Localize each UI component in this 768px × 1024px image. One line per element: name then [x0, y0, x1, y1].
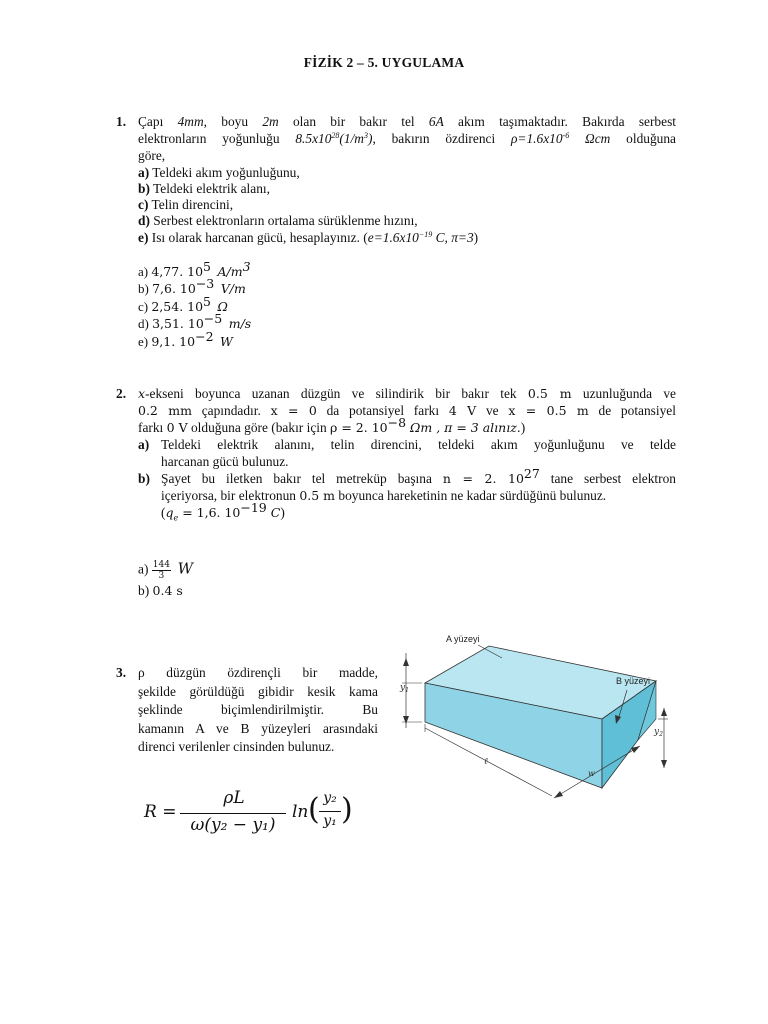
- q3-line5: direnci verilenler cinsinden bulunuz.: [138, 739, 335, 754]
- q1-intro-line1: [138, 113, 676, 130]
- q1-part-b: [138, 180, 270, 197]
- formula-arg-numerator: y₂: [323, 790, 337, 806]
- fraction-denominator: 3: [158, 571, 165, 581]
- q2-math: 4 V: [448, 403, 477, 418]
- q1-part-text: Teldeki elektrik alanı,: [149, 181, 270, 196]
- q1-part-label: a): [138, 165, 150, 180]
- q3-line4: kamanın A ve B yüzeyleri arasındaki: [138, 721, 378, 736]
- q2-math: Ωm , π = 3 alınız.: [406, 420, 521, 435]
- formula-denominator: ω(y₂ − y₁): [190, 815, 276, 835]
- answer-unit: W: [220, 333, 233, 349]
- answer-mantissa: 2,54. 10: [151, 298, 204, 314]
- answer-unit: m/s: [228, 316, 252, 332]
- q1-value: 4mm: [177, 114, 204, 129]
- q1-resistivity-exp: -6: [562, 131, 570, 140]
- q2-part-b-label: b): [138, 471, 150, 486]
- q2-part-b-line3: [161, 500, 285, 527]
- q2-text: (: [161, 505, 166, 520]
- answer-unit: V/m: [220, 281, 246, 297]
- answer-exp: 5: [203, 293, 211, 309]
- q1-value: 2m: [262, 114, 279, 129]
- answer-label: e): [138, 333, 149, 349]
- q1-intro-line3: göre,: [138, 148, 166, 163]
- wedge-figure: [392, 628, 682, 808]
- q1-resistivity: ρ=1.6x10: [511, 131, 563, 146]
- answer-mantissa: 7,6. 10: [152, 281, 196, 297]
- q1-part-c: [138, 196, 233, 213]
- q1-text: olduğuna: [610, 131, 677, 146]
- q2-text: da potansiyel farkı: [316, 403, 449, 418]
- answer-unit: A/m: [217, 264, 243, 279]
- q2-part-b-line1: [161, 466, 676, 487]
- answer-exp: −3: [195, 276, 215, 292]
- q1-constant-close: ): [473, 230, 479, 245]
- answer-label: a): [138, 561, 149, 577]
- page-title: FİZİK 2 – 5. UYGULAMA: [303, 55, 465, 70]
- q2-math: C: [266, 505, 281, 520]
- q2-text: ): [520, 420, 526, 435]
- formula-paren-close: ): [341, 792, 353, 827]
- q1-part-d: [138, 212, 418, 229]
- q3-formula: [144, 788, 384, 840]
- q1-text: olan bir bakır tel: [278, 114, 429, 129]
- answer-exp: 5: [203, 259, 211, 274]
- arrowhead-icon: [403, 658, 409, 666]
- q2-math: x = 0.5 m: [508, 403, 589, 418]
- q1-answer: [138, 293, 251, 315]
- q1-part-text: Teldeki akım yoğunluğunu,: [149, 165, 300, 180]
- q2-math: x: [138, 386, 146, 401]
- fraction-numerator: 144: [152, 560, 170, 570]
- q1-text: Çapı: [138, 114, 178, 129]
- q1-part-text: Serbest elektronların ortalama sürüklenme hızını,: [149, 213, 418, 228]
- label-y2: $y_2$: [654, 727, 663, 738]
- q2-math: 0.5 m: [299, 488, 336, 503]
- q2-text: farkı: [138, 420, 167, 435]
- formula-lhs: R =: [144, 802, 177, 822]
- q2-math: 0.2 mm: [138, 403, 192, 418]
- q2-math-exp: 27: [523, 466, 540, 481]
- q3-line1: ρ düzgün özdirençli bir madde,: [138, 665, 378, 680]
- q1-answer: [138, 259, 251, 280]
- q3-line3: şeklinde biçimlendirilmiştir. Bu: [138, 702, 378, 717]
- q2-math-sub: e: [173, 513, 179, 523]
- answer-label: b): [138, 583, 150, 598]
- q1-part-text: Telin direncini,: [148, 197, 234, 212]
- answer-unit: Ω: [217, 298, 228, 314]
- q2-math-exp: −19: [240, 500, 267, 515]
- formula-ln: ln: [292, 802, 309, 822]
- q1-answer: [138, 328, 251, 350]
- q2-number: 2.: [116, 386, 127, 401]
- answer-label: a): [138, 264, 149, 279]
- answer-label: d): [138, 316, 149, 332]
- answer-mantissa: 9,1. 10: [151, 333, 196, 349]
- q1-density-exp: 28: [331, 131, 340, 140]
- q3-line2: şekilde görüldüğü gibidir kesik kama: [138, 684, 378, 699]
- q2-math-exp: −8: [387, 415, 407, 430]
- q1-intro-line2: [138, 130, 676, 147]
- q2-answer-a: [138, 560, 193, 581]
- formula-numerator: ρL: [223, 788, 245, 808]
- label-y1: $y_1$: [400, 683, 409, 694]
- q1-answer: [138, 276, 251, 297]
- q1-density-unit-close: ): [367, 131, 373, 146]
- q1-density: 8.5x10: [295, 131, 332, 146]
- answer-exp: −2: [195, 328, 214, 344]
- q2-text: Şayet bu iletken bakır tel metreküp başına: [161, 471, 443, 486]
- answer-exp: −5: [203, 311, 223, 327]
- q1-density-unit-exp: 3: [363, 131, 368, 140]
- q2-math: = 1,6. 10: [178, 505, 241, 520]
- formula-arg-denominator: y₁: [323, 813, 337, 829]
- q1-part-label: b): [138, 181, 150, 196]
- q2-part-a-line1: Teldeki elektrik alanını, telin direncini, teldeki akım yoğunluğunu ve telde: [161, 437, 676, 452]
- answer-mantissa: 4,77. 10: [151, 264, 204, 279]
- q1-value: 6A: [428, 114, 444, 129]
- q1-part-text: Isı olarak harcanan gücü, hesaplayınız. (: [148, 230, 368, 245]
- q2-text: de potansiyel: [588, 403, 676, 418]
- q2-math: 0 V: [166, 420, 188, 435]
- q1-number: 1.: [116, 114, 127, 129]
- q2-text: ve: [476, 403, 509, 418]
- q2-text: çapındadır.: [191, 403, 271, 418]
- formula-paren-open: (: [308, 792, 320, 827]
- arrowhead-icon: [661, 760, 667, 768]
- q2-math: q: [165, 505, 174, 520]
- q2-text: uzunluğunda ve: [571, 386, 676, 401]
- q2-line3: [138, 415, 526, 436]
- arrowhead-icon: [661, 708, 667, 716]
- q2-line1: [138, 385, 676, 402]
- label-width: w: [588, 769, 595, 778]
- q1-part-e: [138, 229, 478, 246]
- formula-fraction-bar: [180, 813, 286, 814]
- formula-arg-bar: [319, 811, 341, 812]
- q1-density-unit: (1/m: [339, 131, 364, 146]
- q2-part-a-label: a): [138, 437, 150, 452]
- q1-part-label: c): [138, 197, 149, 212]
- label-b-surface: B yüzeyi: [616, 676, 651, 686]
- q3-number: 3.: [116, 665, 127, 680]
- answer-label: b): [138, 281, 149, 297]
- q2-math: x = 0: [270, 403, 317, 418]
- q1-constant-exp: −19: [418, 230, 433, 239]
- answer-fraction: [152, 560, 171, 581]
- q1-part-label: d): [138, 213, 150, 228]
- answer-mantissa: 3,51. 10: [152, 316, 204, 332]
- q1-constant-rest: C, π=3: [432, 230, 474, 245]
- q2-line2: [138, 402, 676, 419]
- q1-text: elektronların yoğunluğu: [138, 131, 296, 146]
- q1-answers: [138, 259, 252, 350]
- q2-text: tane serbest elektron: [539, 471, 676, 486]
- label-length: ℓ: [484, 757, 488, 767]
- answer-unit-exp: 3: [242, 259, 251, 274]
- q1-text: , boyu: [203, 114, 263, 129]
- q2-part-b-line2: [161, 487, 606, 504]
- q2-math: ρ = 2. 10: [330, 420, 388, 435]
- q1-part-a: [138, 164, 300, 181]
- label-a-surface: A yüzeyi: [446, 634, 480, 644]
- q2-math: 0.5 m: [527, 386, 572, 401]
- q2-text: boyunca hareketinin ne kadar sürdüğünü bulunuz.: [335, 488, 607, 503]
- arrowhead-icon: [554, 791, 563, 798]
- q2-math: n = 2. 10: [442, 471, 524, 486]
- answer-value: 0.4 s: [152, 583, 183, 598]
- q2-answer-b: [138, 582, 183, 599]
- q1-part-label: e): [138, 230, 149, 245]
- q2-text: içeriyorsa, bir elektronun: [161, 488, 300, 503]
- q2-text: ): [280, 505, 285, 520]
- q2-text: olduğuna göre (bakır için: [187, 420, 331, 435]
- answer-label: c): [138, 298, 149, 314]
- q1-constant: e=1.6x10: [367, 230, 419, 245]
- q1-text: , bakırın özdirenci: [372, 131, 511, 146]
- q1-resistivity-unit: Ωcm: [569, 131, 611, 146]
- answer-unit: W: [177, 559, 194, 578]
- arrowhead-icon: [403, 716, 409, 724]
- q2-part-a-line2: harcanan gücü bulunuz.: [161, 454, 289, 469]
- q1-text: akım taşımaktadır. Bakırda serbest: [443, 114, 677, 129]
- q2-text: -ekseni boyunca uzanan düzgün ve silindirik bir bakır tek: [145, 386, 528, 401]
